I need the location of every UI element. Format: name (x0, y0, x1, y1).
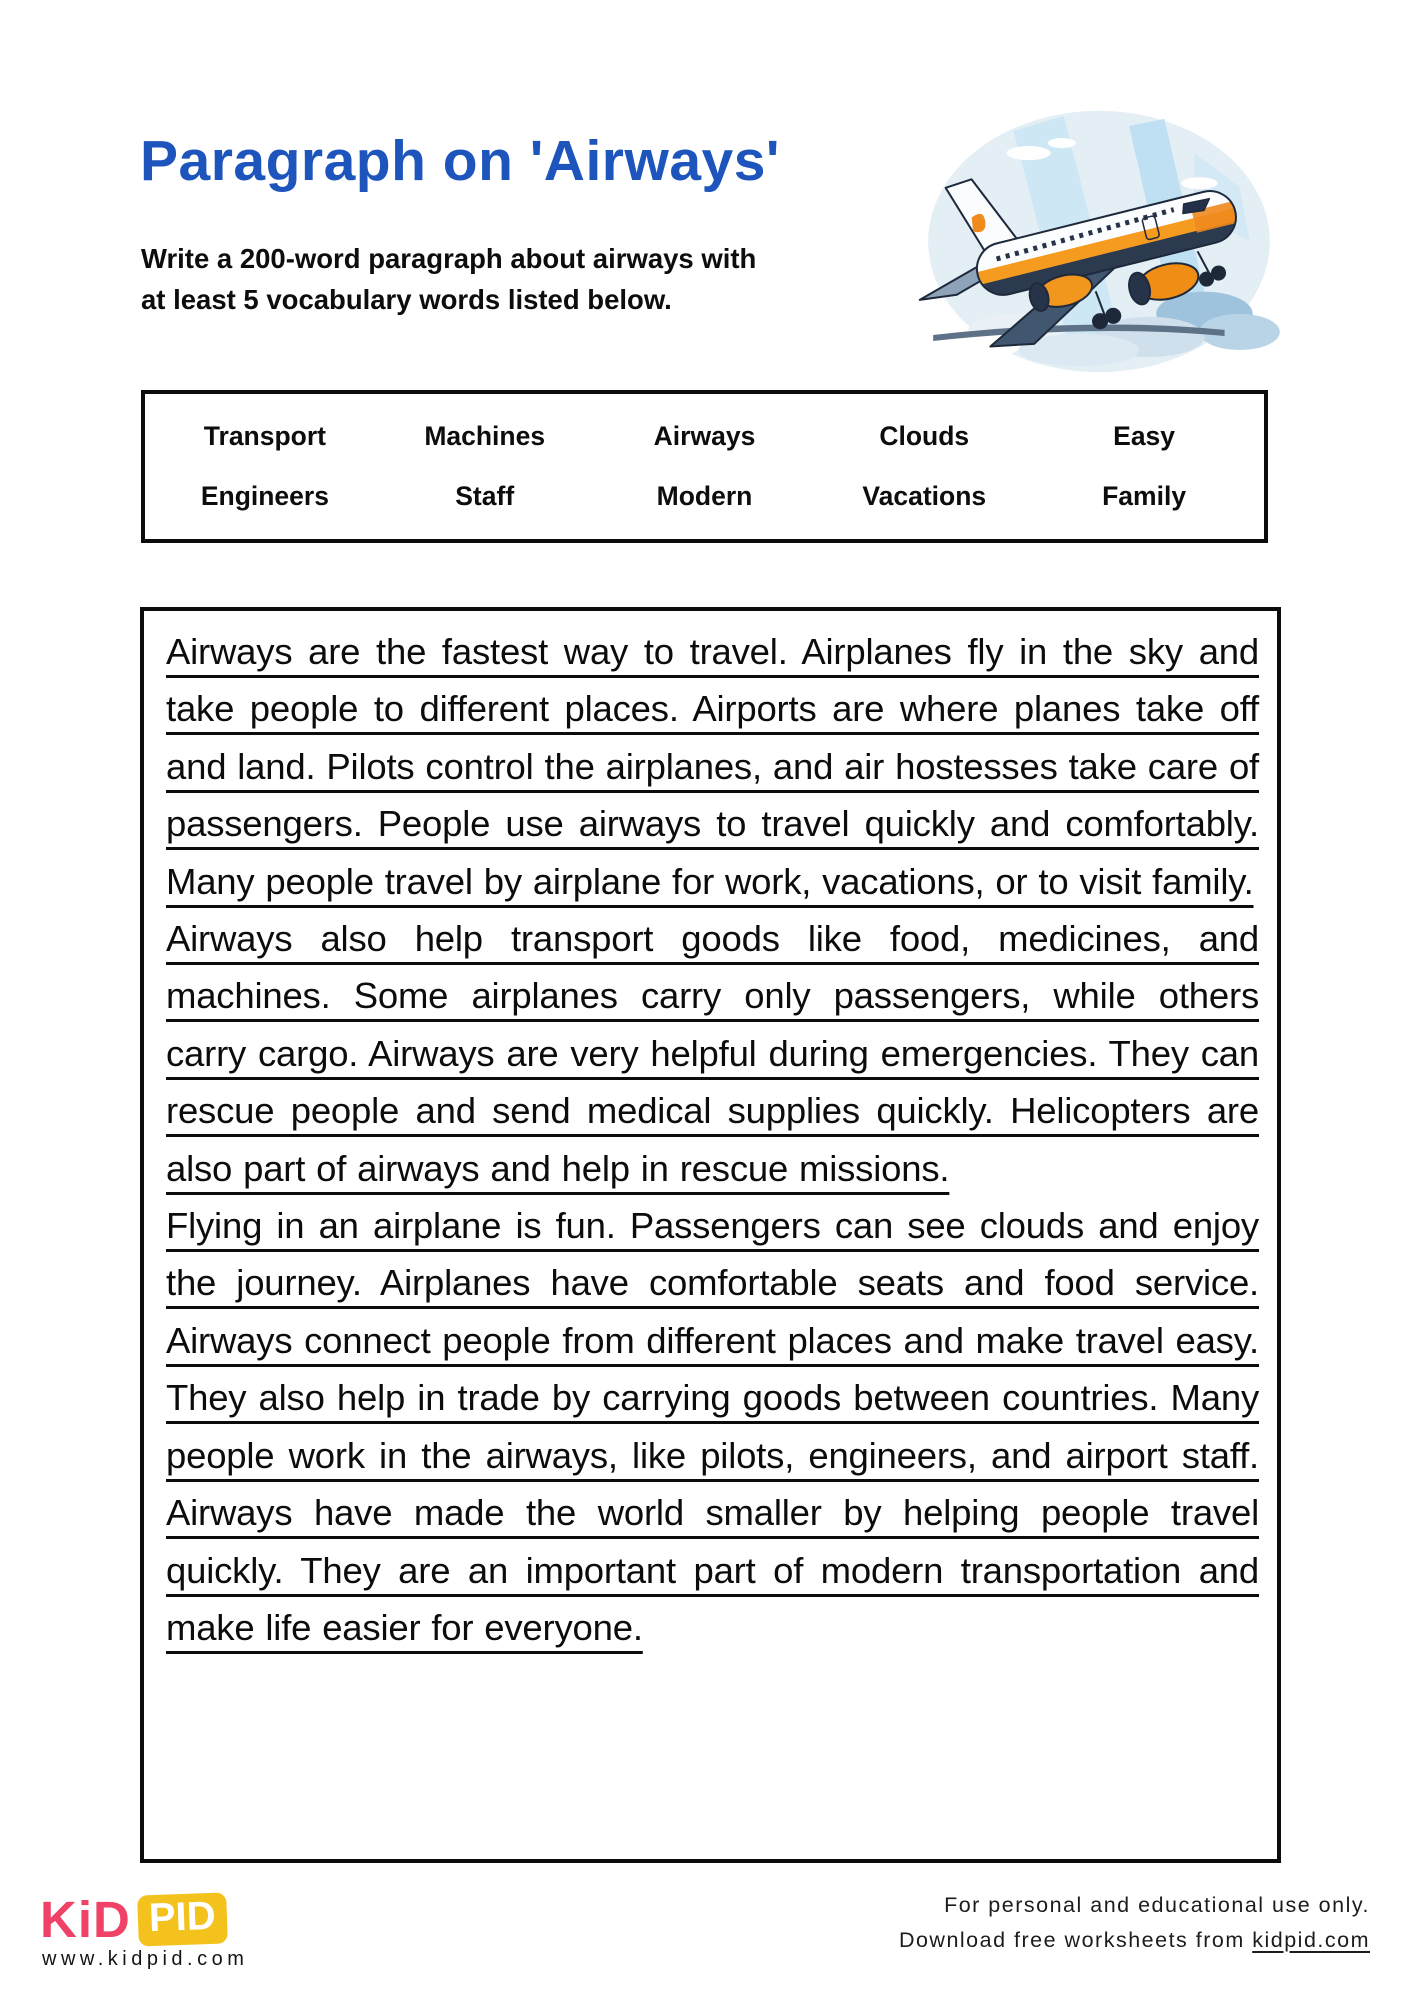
usage-notice-line-1: For personal and educational use only. (944, 1893, 1370, 1917)
usage-notice (899, 1888, 1370, 1957)
instructions (141, 238, 756, 320)
vocab-word-engineers: Engineers (200, 481, 329, 512)
vocab-word-family: Family (1102, 481, 1187, 512)
vocab-word-modern: Modern (656, 481, 753, 512)
paragraph-box (140, 607, 1281, 1863)
vocab-word-airways: Airways (653, 420, 756, 451)
instruction-line-1: Write a 200-word paragraph about airways with (141, 243, 757, 274)
vocab-word-staff: Staff (455, 481, 515, 512)
kidpid-link[interactable]: kidpid.com (1252, 1927, 1370, 1952)
essay-paragraph-1: Airways are the fastest way to travel. Airplanes fly in the sky and take people to different places. Airports are where planes take off and land. Pilots control the airplanes, and air hostesses take care of passengers. People use airways to travel quickly and comfortably. Many people travel by airplane for work, vacations, or to visit family. (166, 631, 1259, 902)
download-notice-prefix: Download free worksheets from (898, 1927, 1253, 1952)
airplane-illustration (893, 90, 1315, 388)
logo-kid-text: KiD (40, 1891, 131, 1948)
vocab-word-clouds: Clouds (879, 420, 970, 451)
website-url: www.kidpid.com (42, 1948, 249, 1970)
vocab-word-vacations: Vacations (862, 481, 987, 512)
page-title: Paragraph on 'Airways' (140, 129, 780, 193)
vocab-word-transport: Transport (203, 420, 326, 451)
vocab-word-easy: Easy (1113, 420, 1176, 451)
essay-paragraph-2: Airways also help transport goods like food, medicines, and machines. Some airplanes carry only passengers, while others carry cargo. Airways are very helpful during emergencies. They can rescue people and send medical supplies quickly. Helicopters are also part of airways and help in rescue missions. (166, 918, 1259, 1189)
essay-paragraph-3: Flying in an airplane is fun. Passengers can see clouds and enjoy the journey. Airplanes have comfortable seats and food service. Airways connect people from different places and make travel easy. They also help in trade by carrying goods between countries. Many people work in the airways, like pilots, engineers, and airport staff. Airways have made the world smaller by helping people travel quickly. They are an important part of modern transportation and make life easier for everyone. (166, 1205, 1259, 1648)
instruction-line-2: at least 5 vocabulary words listed below. (141, 284, 672, 315)
download-notice-line (899, 1923, 1370, 1958)
kidpid-logo (40, 1890, 227, 1949)
vocabulary-box (141, 390, 1268, 543)
vocab-word-machines: Machines (424, 420, 546, 451)
airplane-icon (893, 90, 1315, 388)
logo-pid-badge: PID (137, 1892, 227, 1946)
